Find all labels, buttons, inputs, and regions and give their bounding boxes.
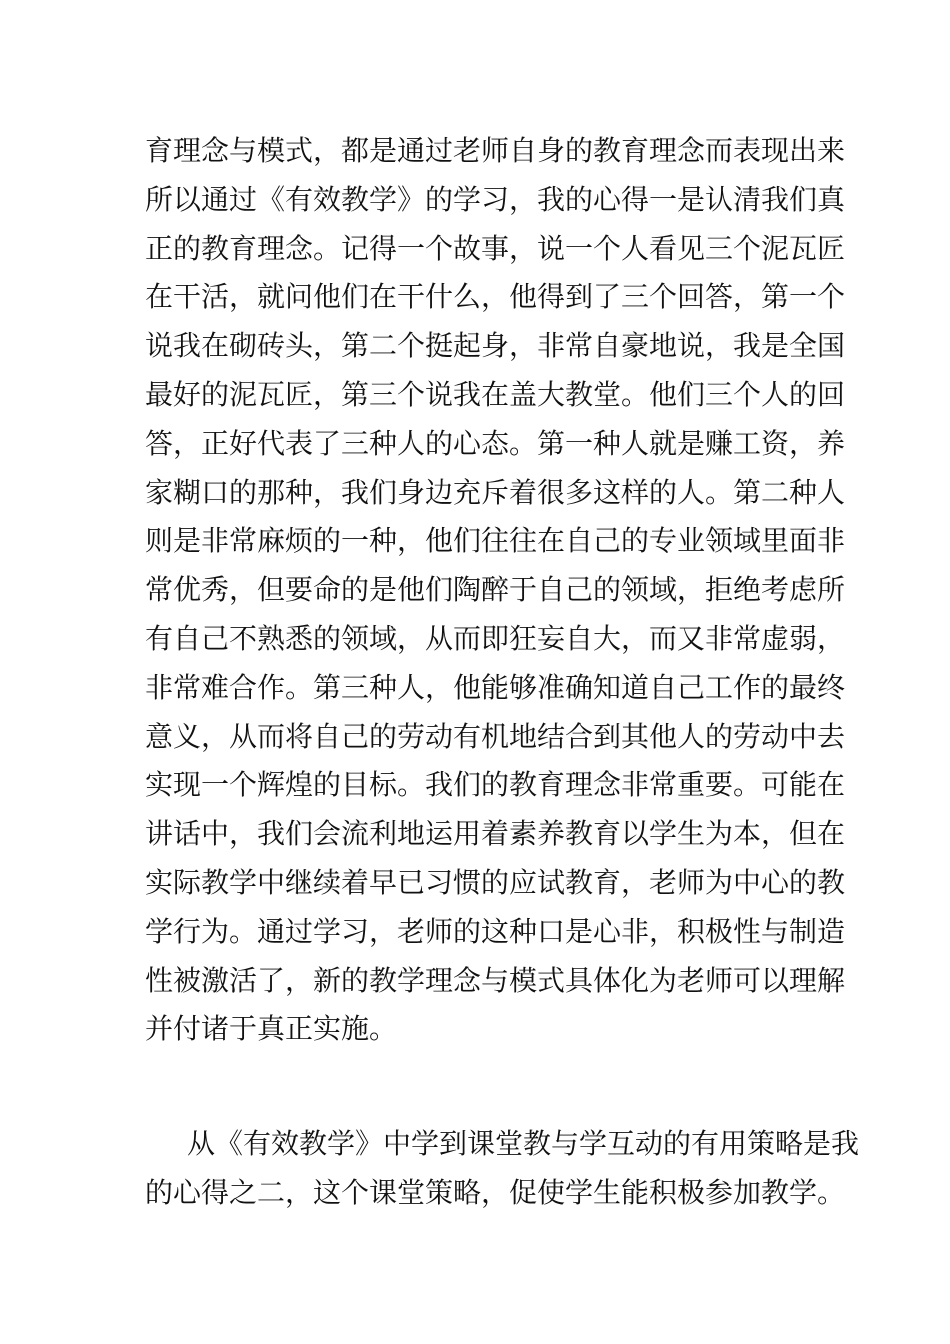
text-line: 意义，从而将自己的劳动有机地结合到其他人的劳动中去	[145, 719, 846, 753]
text-line: 常优秀，但要命的是他们陶醉于自己的领域，拒绝考虑所	[145, 573, 846, 607]
text-line: 学行为。通过学习，老师的这种口是心非，积极性与制造	[145, 914, 846, 948]
text-line: 并付诸于真正实施。	[145, 1012, 398, 1046]
text-line: 从《有效教学》中学到课堂教与学互动的有用策略是我	[187, 1127, 860, 1160]
text-line: 家糊口的那种，我们身边充斥着很多这样的人。第二种人	[145, 475, 846, 509]
text-line: 育理念与模式，都是通过老师自身的教育理念而表现出来	[145, 134, 846, 167]
text-line: 在干活，就问他们在干什么，他得到了三个回答，第一个	[145, 280, 846, 314]
text-line: 讲话中，我们会流利地运用着素养教育以学生为本，但在	[145, 817, 846, 851]
text-line: 正的教育理念。记得一个故事，说一个人看见三个泥瓦匠	[145, 231, 846, 265]
paragraph-2	[145, 1120, 860, 1218]
text-line: 实现一个辉煌的目标。我们的教育理念非常重要。可能在	[145, 768, 846, 802]
text-line: 则是非常麻烦的一种，他们往往在自己的专业领域里面非	[145, 524, 846, 558]
text-line: 答，正好代表了三种人的心态。第一种人就是赚工资，养	[145, 426, 846, 460]
text-line: 的心得之二，这个课堂策略，促使学生能积极参加教学。	[145, 1175, 846, 1209]
text-line: 非常难合作。第三种人，他能够准确知道自己工作的最终	[145, 670, 846, 704]
text-line: 说我在砌砖头，第二个挺起身，非常自豪地说，我是全国	[145, 329, 846, 363]
text-line: 最好的泥瓦匠，第三个说我在盖大教堂。他们三个人的回	[145, 377, 846, 411]
text-line: 所以通过《有效教学》的学习，我的心得一是认清我们真	[145, 182, 846, 216]
text-line: 性被激活了，新的教学理念与模式具体化为老师可以理解	[145, 963, 846, 997]
text-line: 有自己不熟悉的领域，从而即狂妄自大，而又非常虚弱，	[145, 621, 846, 655]
paragraph-1	[145, 127, 846, 1054]
text-line: 实际教学中继续着早已习惯的应试教育，老师为中心的教	[145, 865, 846, 899]
